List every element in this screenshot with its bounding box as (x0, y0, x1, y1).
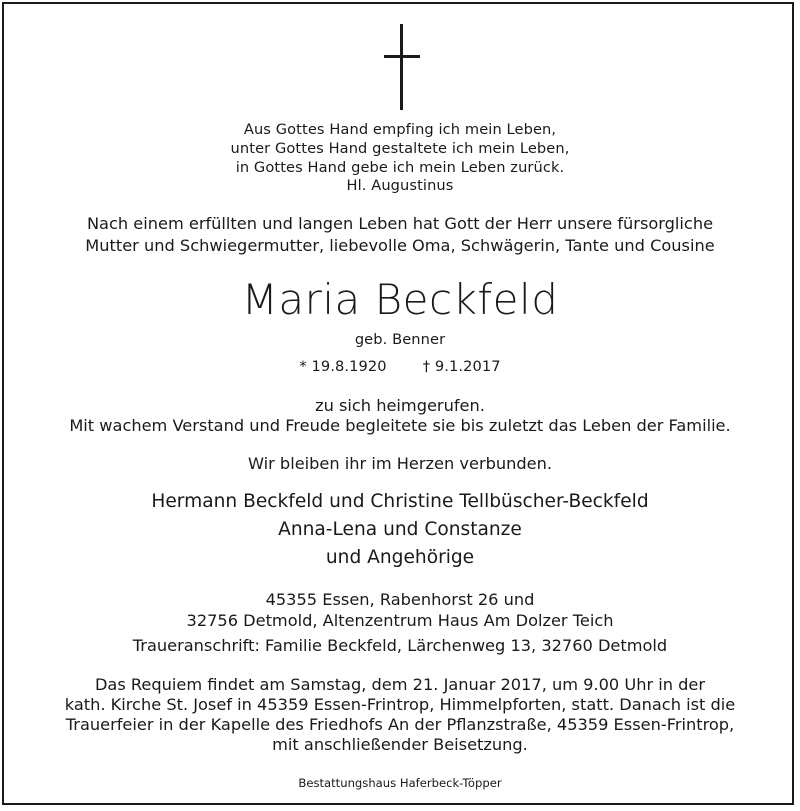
service-line: mit anschließender Beisetzung. (272, 735, 528, 754)
intro-line: Mutter und Schwiegermutter, liebevolle Oma, Schwägerin, Tante und Cousine (85, 236, 715, 255)
service-line: Das Requiem findet am Samstag, dem 21. Januar 2017, um 9.00 Uhr in der (94, 675, 706, 694)
farewell-line: Wir bleiben ihr im Herzen verbunden. (247, 454, 553, 473)
body-line: Mit wachem Verstand und Freude begleitete sie bis zuletzt das Leben der Familie. (69, 416, 731, 435)
mourning-address: Traueranschrift: Familie Beckfeld, Lärchenweg 13, 32760 Detmold (132, 636, 668, 655)
mourner-line: Anna-Lena und Constanze (278, 519, 522, 540)
service-line: kath. Kirche St. Josef in 45359 Essen-Frintrop, Himmelpforten, statt. Danach ist die (64, 695, 736, 714)
address-line: 32756 Detmold, Altenzentrum Haus Am Dolzer Teich (186, 611, 614, 630)
birth-date: * 19.8.1920 (299, 358, 387, 375)
verse-line: Aus Gottes Hand empfing ich mein Leben, (243, 121, 557, 138)
verse-line: in Gottes Hand gebe ich mein Leben zurück. (235, 159, 565, 176)
address-line: 45355 Essen, Rabenhorst 26 und (265, 590, 535, 609)
intro-line: Nach einem erfüllten und langen Leben hat Gott der Herr unsere fürsorgliche (86, 214, 714, 233)
deceased-name: Maria Beckfeld (241, 275, 559, 324)
mourner-line: Hermann Beckfeld und Christine Tellbüscher-Beckfeld (151, 491, 649, 512)
birth-name: geb. Benner (354, 331, 446, 348)
life-dates (0, 358, 800, 375)
service-line: Trauerfeier in der Kapelle des Friedhofs An der Pflanzstraße, 45359 Essen-Frintrop, (65, 715, 735, 734)
mourner-line: und Angehörige (325, 547, 475, 568)
funeral-home: Bestattungshaus Haferbeck-Töpper (298, 776, 502, 790)
verse-line: unter Gottes Hand gestaltete ich mein Leben, (230, 140, 570, 157)
verse-attribution: Hl. Augustinus (346, 177, 454, 194)
death-date: † 9.1.2017 (422, 358, 501, 375)
cross-icon (384, 24, 420, 110)
body-line: zu sich heimgerufen. (315, 396, 485, 415)
